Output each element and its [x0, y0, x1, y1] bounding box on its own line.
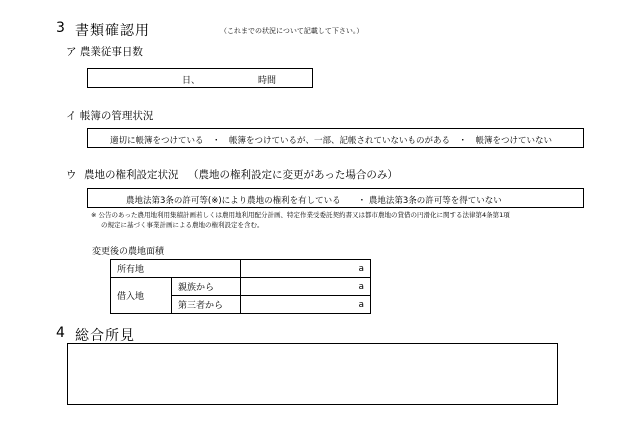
- bookkeeping-options-text: 適切に帳簿をつけている ・ 帳簿をつけているが、一部、記帳されていないものがある ・ 帳簿をつけていない: [110, 136, 553, 146]
- from-relatives-label: 親族から: [172, 278, 241, 296]
- land-rights-title: 農地の権利設定状況: [84, 169, 179, 181]
- from-relatives-area-cell[interactable]: [241, 278, 371, 296]
- table-row: [111, 260, 371, 278]
- area-heading: 変更後の農地面積: [92, 247, 165, 257]
- area-unit: a: [358, 281, 364, 292]
- owned-land-area-cell[interactable]: [241, 260, 371, 278]
- farming-days-label: ア 農業従事日数: [66, 46, 143, 58]
- overall-findings-box[interactable]: [67, 343, 558, 405]
- land-rights-footnote-line1: ※ 公告のあった農用地利用集積計画若しくは農用地利用配分計画、特定作業受委託契約書又は都市農地の貸借の円滑化に関する法律第4条第1項: [91, 211, 510, 219]
- farmland-area-table: [110, 259, 371, 314]
- leased-land-label: 借入地: [111, 278, 172, 314]
- section-4-title: 総合所見: [75, 328, 135, 344]
- table-row: [111, 278, 371, 296]
- land-rights-options-text: 農地法第3条の許可等(※)により農地の権利を有している ・ 農地法第3条の許可等を得ていない: [126, 196, 502, 206]
- land-rights-footnote-line2: の規定に基づく事業計画による農地の権利設定を含む。: [101, 221, 264, 229]
- farming-days-box[interactable]: [87, 68, 313, 88]
- area-unit: a: [358, 299, 364, 310]
- days-unit: 日、: [182, 76, 201, 86]
- section-3-note: （これまでの状況について記載して下さい。）: [220, 27, 364, 35]
- land-rights-letter: ウ: [66, 169, 77, 181]
- hours-unit: 時間: [258, 76, 277, 86]
- area-unit: a: [358, 263, 364, 274]
- section-3-title: 書類確認用: [75, 23, 150, 39]
- bookkeeping-options-box[interactable]: [87, 128, 584, 148]
- owned-land-label: 所有地: [111, 260, 241, 278]
- from-third-party-area-cell[interactable]: [241, 296, 371, 314]
- land-rights-options-box[interactable]: [87, 188, 584, 208]
- section-4-number: 4: [56, 325, 65, 341]
- from-third-party-label: 第三者から: [172, 296, 241, 314]
- bookkeeping-label: イ 帳簿の管理状況: [66, 110, 154, 122]
- section-3-number: 3: [56, 20, 65, 36]
- land-rights-qualifier: （農地の権利設定に変更があった場合のみ）: [188, 169, 398, 181]
